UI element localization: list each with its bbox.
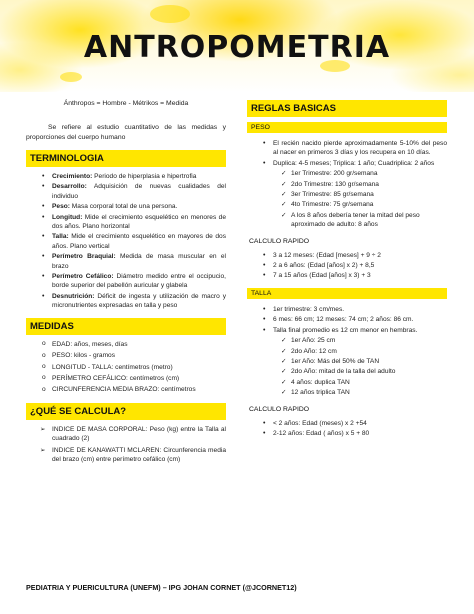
subheading-peso: PESO bbox=[247, 122, 447, 133]
term-label: Longitud: bbox=[52, 213, 83, 221]
peso-calculo-heading: CALCULO RAPIDO bbox=[249, 237, 310, 245]
talla-checklist bbox=[281, 336, 447, 397]
talla-item: • 6 mes: 66 cm; 12 meses: 74 cm; 2 años: 86 cm. bbox=[247, 315, 447, 324]
talla-check-item: ✓ 2do Año: 12 cm bbox=[281, 347, 447, 356]
term-item bbox=[26, 252, 226, 271]
peso-list bbox=[247, 139, 447, 168]
term-item bbox=[26, 172, 226, 181]
terminologia-list bbox=[26, 172, 226, 311]
peso-calc-item: • 7 a 15 años (Edad [años] x 3) + 3 bbox=[247, 271, 447, 280]
peso-check-item: ✓ A los 8 años debería tener la mitad del peso aproximado de adulto: 8 años bbox=[281, 211, 447, 230]
talla-list bbox=[247, 305, 447, 335]
peso-item: • El recién nacido pierde aproximadamente 5-10% del peso al nacer en primeros 3 días y los recupera en 10 días. bbox=[247, 139, 447, 158]
medida-item: o EDAD: años, meses, días bbox=[26, 340, 226, 349]
term-desc: Mide el crecimiento esquelético en menores de dos años. Plano horizontal bbox=[52, 213, 226, 231]
page-footer: PEDIATRIA Y PUERICULTURA (UNEFM) – IPG JOHAN CORNET (@JCORNET12) bbox=[26, 583, 297, 592]
peso-check-item: ✓ 3er Trimestre: 85 gr/semana bbox=[281, 190, 447, 199]
term-label: Crecimiento: bbox=[52, 173, 93, 180]
medida-item: o CIRCUNFERENCIA MEDIA BRAZO: centímetros bbox=[26, 385, 226, 394]
term-desc: Masa corporal total de una persona. bbox=[69, 203, 178, 211]
section-heading-reglas: REGLAS BASICAS bbox=[247, 100, 447, 117]
talla-check-item: ✓ 1er Año: 25 cm bbox=[281, 336, 447, 345]
calcula-item: ➢ INDICE DE KANAWATTI MCLAREN: Circunferencia media del brazo (cm) entre perímetro cefálico (cm) bbox=[26, 446, 226, 465]
term-label: Perímetro Braquial: bbox=[52, 253, 116, 261]
term-label: Desarrollo: bbox=[52, 183, 87, 191]
term-desc: Diámetro medido entre el occipucio, borde superior del pabellón auricular y glabela bbox=[52, 273, 226, 290]
term-item bbox=[26, 182, 226, 201]
medidas-list bbox=[26, 340, 226, 395]
talla-calc-item: • 2-12 años: Edad ( años) x 5 + 80 bbox=[247, 429, 447, 438]
peso-check-item: ✓ 4to Trimestre: 75 gr/semana bbox=[281, 200, 447, 209]
term-label: Talla: bbox=[52, 233, 69, 241]
section-heading-medidas: MEDIDAS bbox=[26, 318, 226, 335]
term-desc: Adquisición de nuevas cualidades del individuo bbox=[52, 183, 226, 200]
peso-calc-item: • 2 a 6 años: (Edad [años] x 2) + 8,5 bbox=[247, 261, 447, 270]
talla-check-item: ✓ 1er Año: Más del 50% de TAN bbox=[281, 357, 447, 366]
term-item bbox=[26, 232, 226, 251]
medida-item: o LONGITUD - TALLA: centímetros (metro) bbox=[26, 363, 226, 372]
right-column bbox=[247, 100, 447, 439]
etymology-line: Ánthropos = Hombre - Métrikos = Medida bbox=[63, 100, 189, 107]
term-label: Peso: bbox=[52, 203, 70, 211]
calcula-list bbox=[26, 425, 226, 465]
section-heading-calcula: ¿QUÉ SE CALCULA? bbox=[26, 403, 226, 420]
term-item bbox=[26, 272, 226, 291]
talla-check-item: ✓ 12 años triplica TAN bbox=[281, 388, 447, 397]
intro-paragraph: Se refiere al estudio cuantitativo de las medidas y proporciones del cuerpo humano bbox=[26, 124, 226, 141]
peso-check-item: ✓ 1er Trimestre: 200 gr/semana bbox=[281, 169, 447, 178]
peso-checklist bbox=[281, 169, 447, 229]
term-desc: Medida de masa muscular en el brazo bbox=[52, 253, 226, 270]
peso-check-item: ✓ 2do Trimestre: 130 gr/semana bbox=[281, 180, 447, 189]
title-banner bbox=[0, 0, 474, 92]
term-desc: Mide el crecimiento esquelético en mayores de dos años. Plano vertical bbox=[52, 233, 226, 250]
term-item bbox=[26, 292, 226, 311]
paint-splat bbox=[150, 5, 190, 23]
talla-calc-item: • < 2 años: Edad (meses) x 2 +54 bbox=[247, 419, 447, 428]
page-title: ANTROPOMETRIA bbox=[83, 30, 391, 65]
talla-item: • Talla final promedio es 12 cm menor en hembras. bbox=[247, 326, 447, 335]
peso-calc-item: • 3 a 12 meses: (Edad [meses] + 9 ÷ 2 bbox=[247, 251, 447, 260]
peso-item: • Duplica: 4-5 meses; Triplica: 1 año; Cuadriplica: 2 años bbox=[247, 159, 447, 168]
section-heading-terminologia: TERMINOLOGIA bbox=[26, 150, 226, 167]
term-item bbox=[26, 202, 226, 211]
medida-item: o PERÍMETRO CEFÁLICO: centímetros (cm) bbox=[26, 374, 226, 383]
term-label: Desnutrición: bbox=[52, 292, 95, 300]
paint-splat bbox=[60, 72, 82, 82]
subheading-talla: TALLA bbox=[247, 288, 447, 299]
term-desc: Periodo de hiperplasia e hipertrofia bbox=[92, 173, 197, 180]
talla-check-item: ✓ 4 años: duplica TAN bbox=[281, 378, 447, 387]
talla-item: • 1er trimestre: 3 cm/mes. bbox=[247, 305, 447, 314]
medida-item: o PESO: kilos - gramos bbox=[26, 351, 226, 360]
term-label: Perímetro Cefálico: bbox=[52, 273, 114, 281]
talla-calculo-heading: CALCULO RAPIDO bbox=[249, 405, 310, 413]
talla-calculo-list bbox=[247, 419, 447, 439]
left-column bbox=[26, 100, 226, 466]
term-item bbox=[26, 213, 226, 232]
talla-check-item: ✓ 2do Año: mitad de la talla del adulto bbox=[281, 367, 447, 376]
peso-calculo-list bbox=[247, 251, 447, 281]
term-desc: Déficit de ingesta y utilización de macro y micronutrientes expresadas en talla y peso bbox=[52, 292, 226, 310]
calcula-item: ➢ INDICE DE MASA CORPORAL: Peso (kg) entre la Talla al cuadrado (2) bbox=[26, 425, 226, 444]
